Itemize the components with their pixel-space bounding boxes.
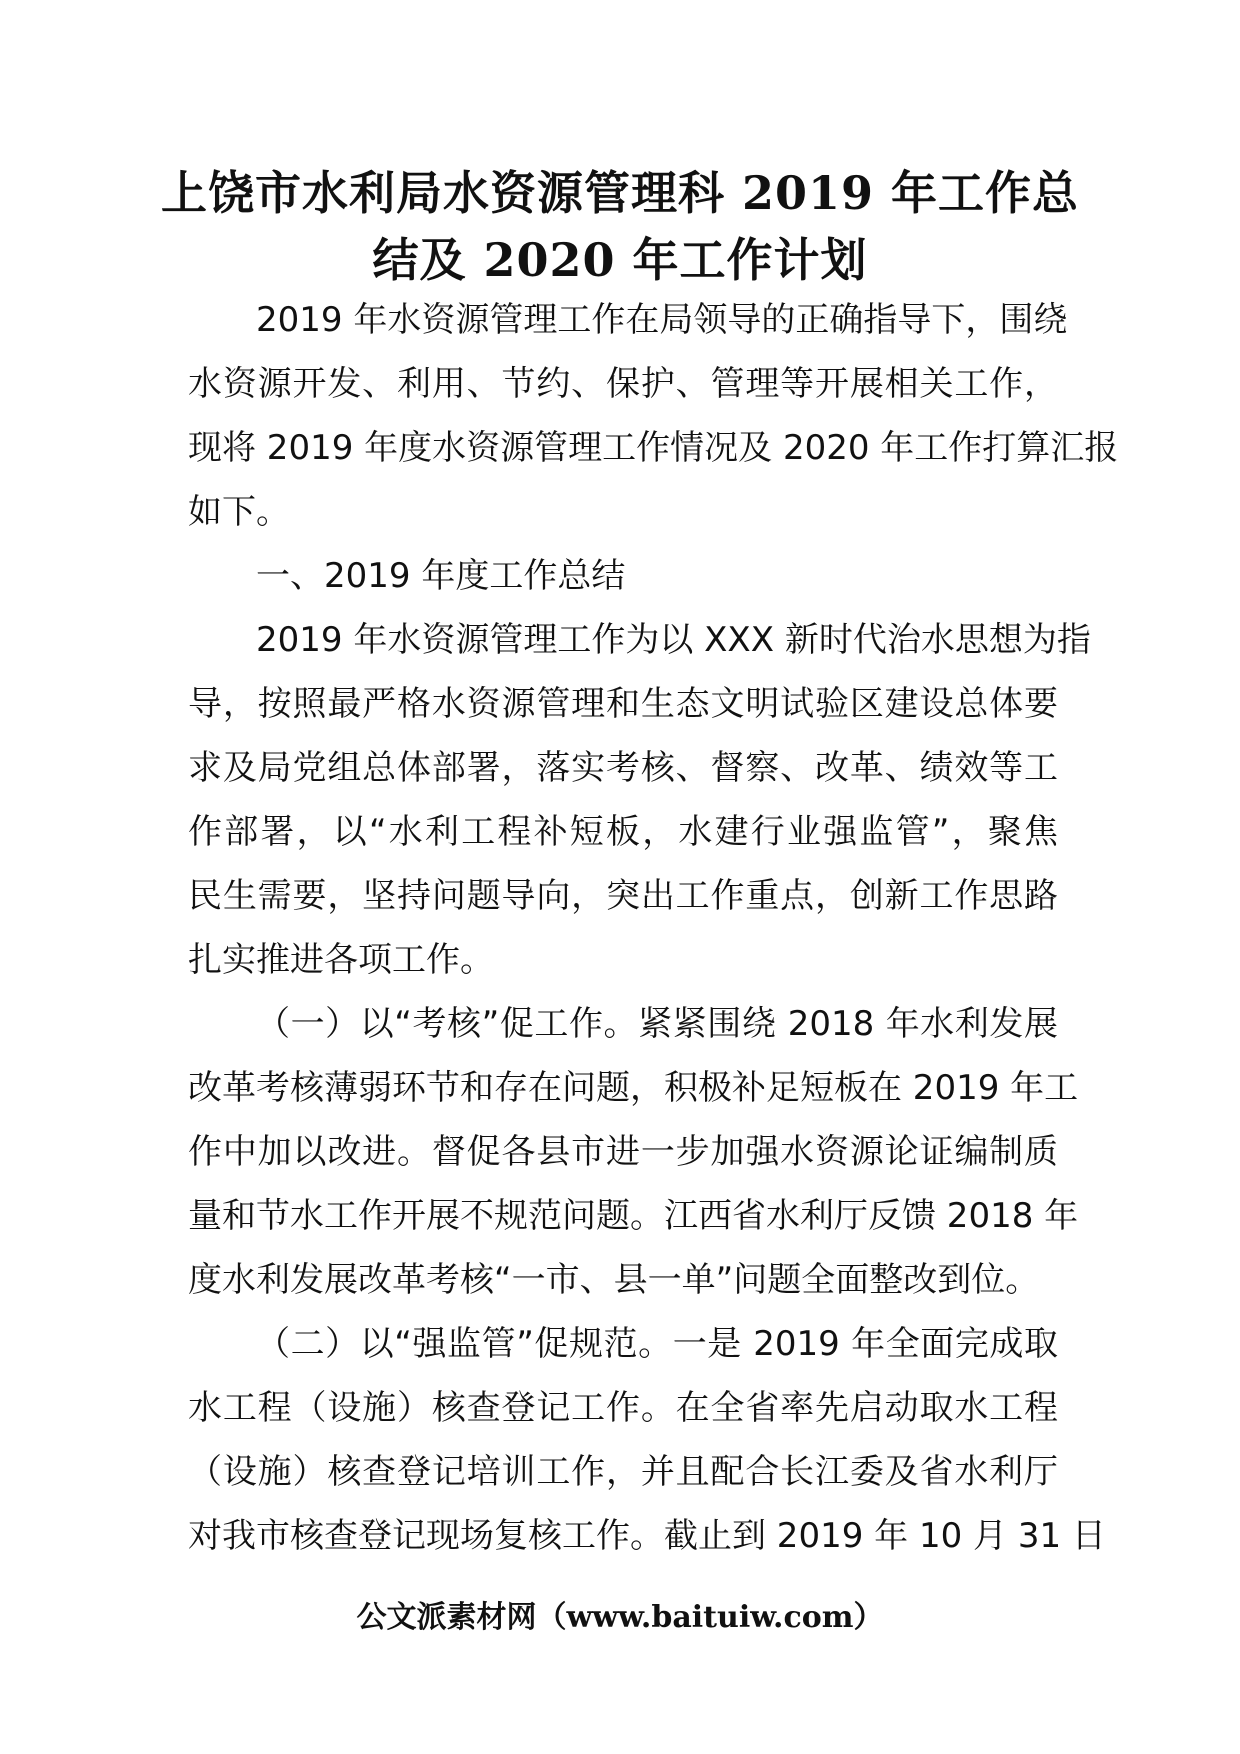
document-body — [188, 288, 1119, 1568]
text-line: 量和节水工作开展不规范问题。江西省水利厅反馈 2018 年 — [188, 1196, 1079, 1236]
text-line: 作部署，以“水利工程补短板，水建行业强监管”，聚焦 — [188, 812, 1058, 852]
text-line: 作中加以改进。督促各县市进一步加强水资源论证编制质 — [188, 1132, 1058, 1172]
intro-paragraph — [188, 288, 1119, 544]
text-line: 水资源开发、利用、节约、保护、管理等开展相关工作， — [188, 364, 1058, 404]
text-line: （一）以“考核”促工作。紧紧围绕 2018 年水利发展 — [256, 1004, 1058, 1044]
title-line: 结及 2020 年工作计划 — [372, 233, 868, 287]
text-line: 度水利发展改革考核“一市、县一单”问题全面整改到位。 — [188, 1260, 1040, 1300]
text-line: 扎实推进各项工作。 — [188, 940, 494, 980]
text-line: 民生需要，坚持问题导向，突出工作重点，创新工作思路 — [188, 876, 1058, 916]
text-line: 现将 2019 年度水资源管理工作情况及 2020 年工作打算汇报 — [188, 428, 1119, 468]
text-line: 改革考核薄弱环节和存在问题，积极补足短板在 2019 年工 — [188, 1068, 1079, 1108]
supervision-paragraph — [188, 1312, 1106, 1568]
document-title — [160, 160, 1080, 294]
heading-line: 一、2019 年度工作总结 — [256, 556, 626, 596]
section-heading — [188, 544, 1058, 608]
text-line: 导，按照最严格水资源管理和生态文明试验区建设总体要 — [188, 684, 1058, 724]
text-line: 2019 年水资源管理工作在局领导的正确指导下，围绕 — [256, 300, 1068, 340]
assessment-paragraph — [188, 992, 1079, 1312]
title-line: 上饶市水利局水资源管理科 2019 年工作总 — [160, 166, 1080, 220]
text-line: 求及局党组总体部署，落实考核、督察、改革、绩效等工 — [188, 748, 1058, 788]
text-line: 如下。 — [188, 492, 290, 532]
text-line: （设施）核查登记培训工作，并且配合长江委及省水利厅 — [188, 1452, 1058, 1492]
text-line: 水工程（设施）核查登记工作。在全省率先启动取水工程 — [188, 1388, 1058, 1428]
summary-paragraph — [188, 608, 1091, 992]
text-line: （二）以“强监管”促规范。一是 2019 年全面完成取 — [256, 1324, 1058, 1364]
text-line: 对我市核查登记现场复核工作。截止到 2019 年 10 月 31 日 — [188, 1516, 1106, 1556]
text-line: 2019 年水资源管理工作为以 XXX 新时代治水思想为指 — [256, 620, 1091, 660]
footer-watermark: 公文派素材网（www.baituiw.com） — [356, 1600, 884, 1635]
